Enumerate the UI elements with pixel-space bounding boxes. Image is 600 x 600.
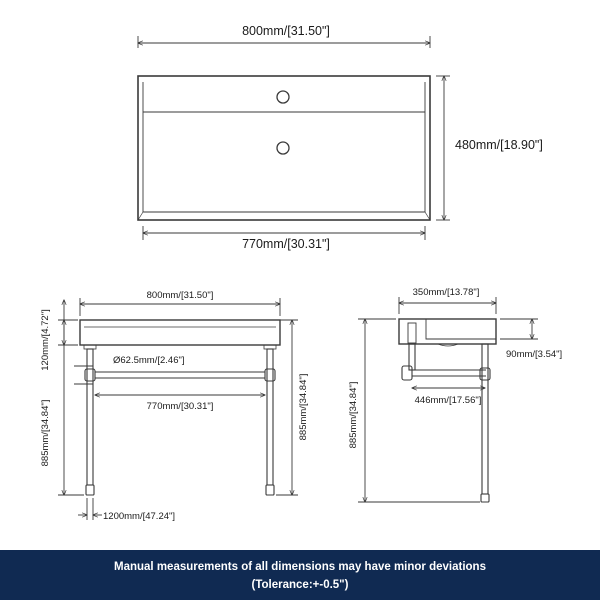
front-inner-width-label: 770mm/[30.31"] [146,401,214,412]
top-inner-width-label: 770mm/[30.31"] [242,237,330,251]
front-towel-bar [95,372,265,378]
front-leg-diameter-label: Ø62.5mm/[2.46"] [113,355,185,366]
footer-banner [0,550,600,600]
top-depth-label: 480mm/[18.90"] [455,138,543,152]
side-total-height-dimension [358,319,480,502]
side-top-width-label: 350mm/[13.78"] [412,287,480,298]
footer-disclaimer: Manual measurements of all dimensions may have minor deviations [114,561,486,573]
front-total-height-left-label: 885mm/[34.84"] [40,399,51,467]
side-top-width-dimension [399,297,496,314]
side-leg-spacing-label: 446mm/[17.56"] [414,395,482,406]
drain-hole [277,142,289,154]
front-total-height-right-label: 885mm/[34.84"] [298,373,309,441]
front-basin-height-label: 120mm/[4.72"] [40,309,51,371]
top-depth-dimension [436,76,450,220]
top-view-outline [138,76,430,220]
side-frame [402,344,490,502]
side-basin [399,319,496,346]
front-total-height-right-dimension [276,320,298,495]
side-view [348,287,562,502]
front-view [40,290,309,522]
front-leg-right [265,349,275,495]
faucet-hole [277,91,289,103]
side-bowl-depth-dimension [500,319,538,339]
front-bottom-label: 1200mm/[47.24"] [103,511,176,522]
front-bottom-dimension [78,498,102,520]
top-view [138,24,543,251]
top-width-label: 800mm/[31.50"] [242,24,330,38]
side-total-height-label: 885mm/[34.84"] [348,381,359,449]
front-basin [80,320,280,349]
front-basin-height-dimension [58,320,78,345]
footer-tolerance: (Tolerance:+-0.5") [251,579,349,591]
front-leg-left [85,349,95,495]
side-bowl-depth-label: 90mm/[3.54"] [506,349,563,360]
front-width-label: 800mm/[31.50"] [146,290,214,301]
